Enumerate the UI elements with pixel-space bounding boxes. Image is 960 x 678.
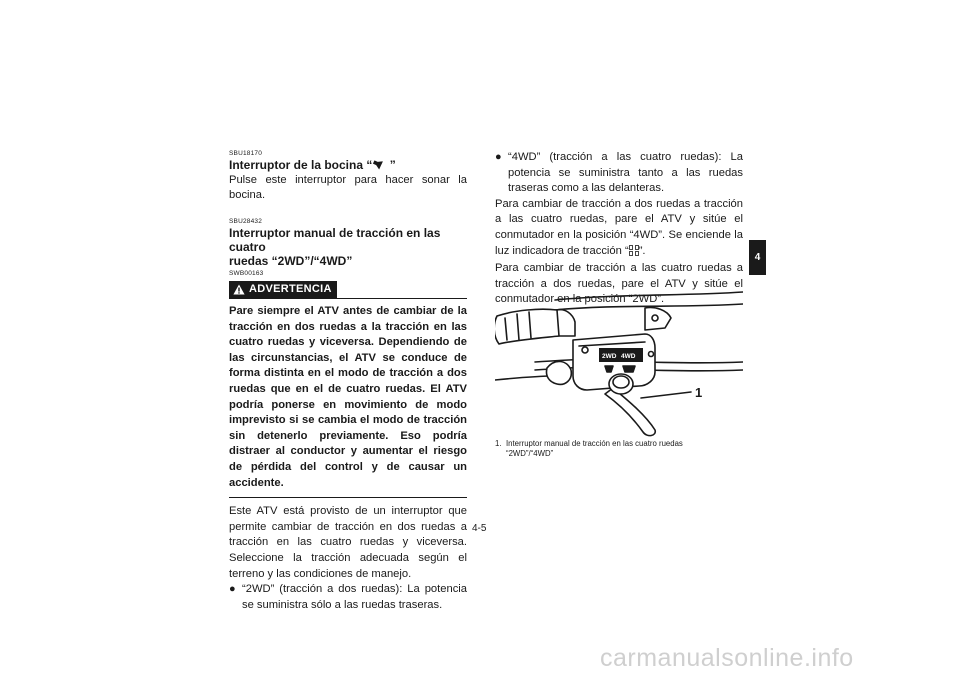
list-item	[229, 582, 467, 613]
caption-line	[495, 439, 743, 449]
horn-icon	[372, 159, 386, 173]
warning-triangle-icon	[233, 284, 245, 295]
warning-badge	[229, 281, 337, 298]
bullet-text: “2WD” (tracción a dos ruedas): La potencia se suministra sólo a las ruedas traseras.	[242, 583, 467, 611]
left-column	[229, 150, 467, 613]
warning-label: ADVERTENCIA	[249, 283, 332, 296]
list-item	[495, 150, 743, 197]
caption-text-2: “2WD”/“4WD”	[506, 448, 554, 458]
caption-number: 1.	[495, 439, 502, 448]
bullet-icon: ●	[229, 583, 236, 596]
switch-label-2wd: 2WD	[602, 353, 617, 360]
warning-text: Pare siempre el ATV antes de cambiar de la tracción en dos ruedas a la tracción en las cuatro ruedas y viceversa. Dependiendo de las circunstancias, el ATV se conduce de forma distinta en el modo de tracción a dos ruedas que en el de cuatro ruedas. El ATV podría ponerse en movimiento de modo imprevisto si se cambia el modo de tracción sin detenerlo previamente. Eso podría distraer al conductor y aumentar el riesgo de pérdida del control y de causar un accidente.	[229, 304, 467, 498]
switch-to-4wd-paragraph	[495, 197, 743, 261]
heading-line: ruedas “2WD”/“4WD”	[229, 254, 353, 269]
figure-caption	[495, 439, 743, 458]
switch-label-4wd: 4WD	[621, 353, 636, 360]
warning-code: SWB00163	[229, 270, 264, 278]
handlebar-switch-illustration	[495, 288, 743, 438]
switch-to-2wd-paragraph: Para cambiar de tracción a las cuatro ruedas a tracción a dos ruedas, pare el ATV y sitúe el conmutador en la posición “2WD”.	[495, 262, 743, 306]
callout-number: 1	[695, 385, 703, 400]
warning-header	[229, 280, 467, 299]
drive-switch-heading	[229, 226, 467, 268]
section-code: SBU18170	[229, 150, 263, 157]
caption-text: Interruptor manual de tracción en las cuatro ruedas	[506, 439, 683, 448]
drive-paragraph: Este ATV está provisto de un interruptor que permite cambiar de tracción en dos ruedas a tracción en las cuatro ruedas y viceversa. Seleccione la tracción adecuada según el terreno y las condiciones de manejo.	[229, 505, 467, 580]
paragraph-text: ”.	[638, 244, 646, 257]
4wd-indicator-icon	[629, 245, 639, 262]
horn-switch-heading	[229, 158, 467, 173]
bullet-icon: ●	[495, 151, 502, 163]
heading-line: Interruptor manual de tracción en las cuatro	[229, 226, 441, 255]
section-code: SBU28432	[229, 218, 263, 226]
right-column	[495, 150, 743, 308]
heading-text-end: ”	[386, 158, 396, 172]
watermark: carmanualsonline.info	[600, 644, 854, 672]
chapter-tab: 4	[749, 240, 766, 275]
horn-paragraph: Pulse este interruptor para hacer sonar la bocina.	[229, 173, 467, 202]
bullet-text: “4WD” (tracción a las cuatro ruedas): La potencia se suministra tanto a las ruedas traseras como a las delanteras.	[508, 151, 743, 195]
page-number: 4-5	[472, 523, 487, 534]
heading-text: Interruptor de la bocina “	[229, 158, 373, 172]
paragraph-text: Para cambiar de tracción a dos ruedas a tracción a las cuatro ruedas, pare el ATV y sitúe el conmutador en la posición “4WD”. Se enciende la luz indicadora de tracción “	[495, 197, 743, 257]
